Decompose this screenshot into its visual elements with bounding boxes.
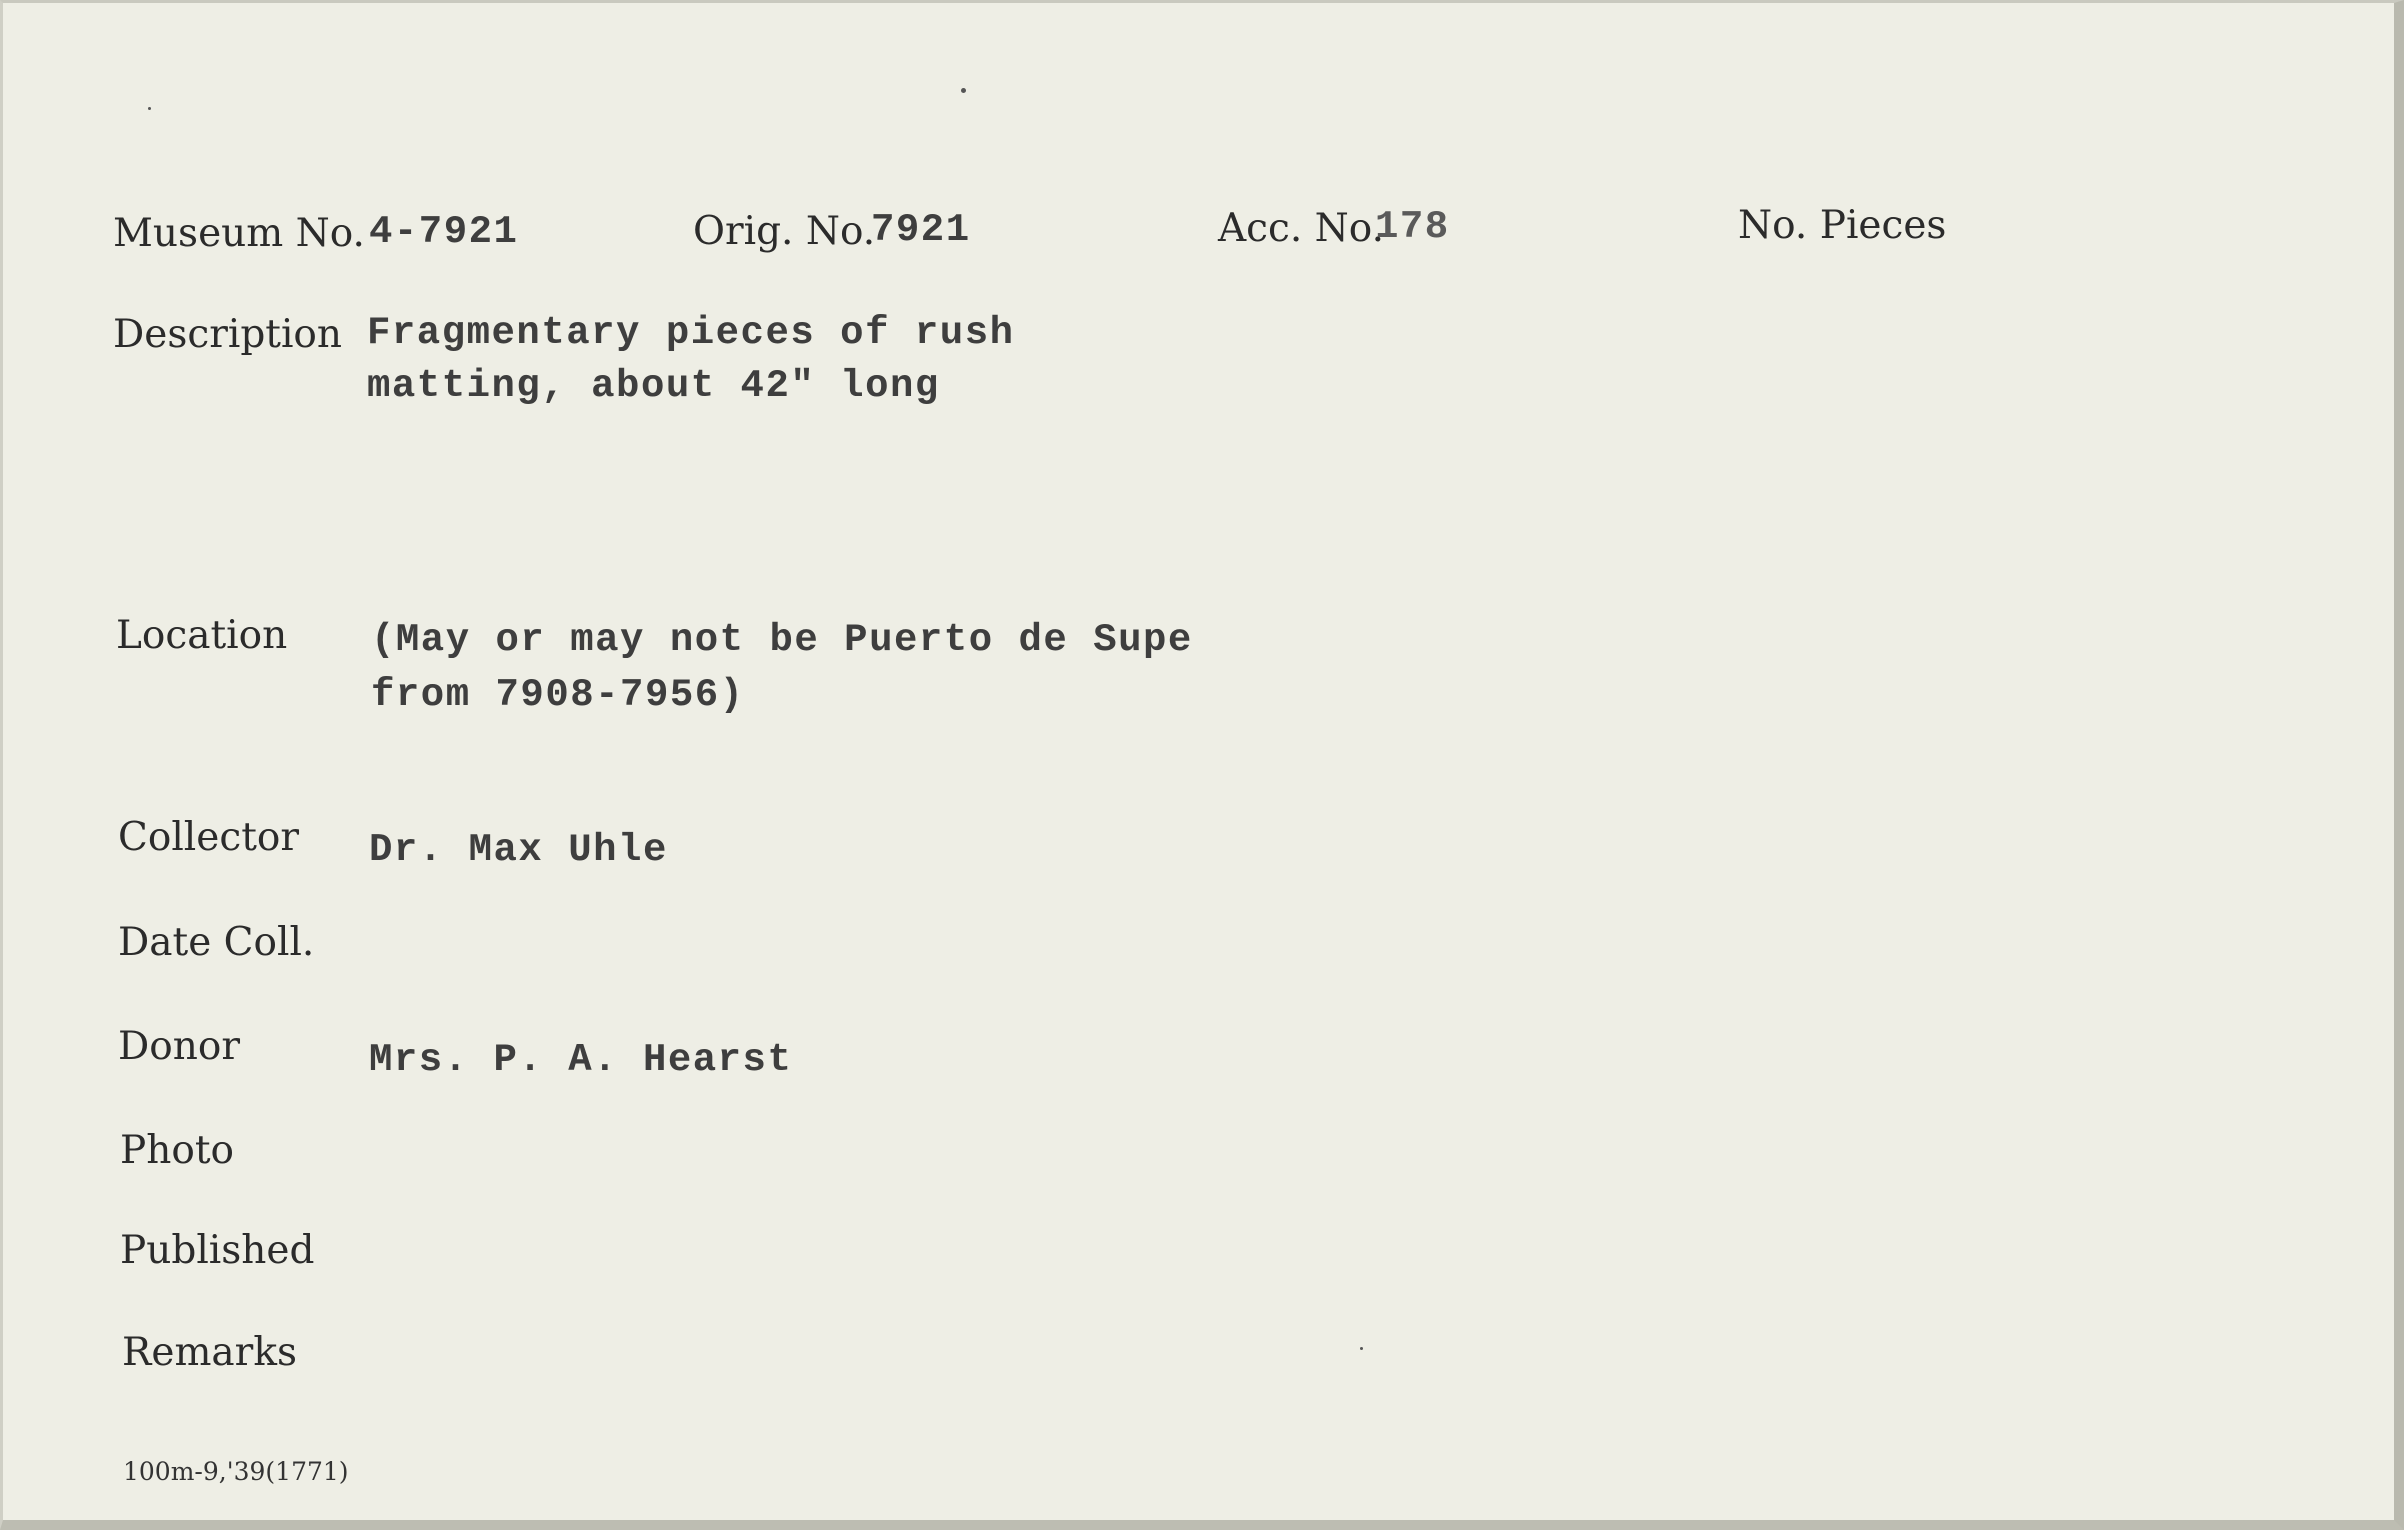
published-label: Published [120, 1228, 315, 1273]
collector-label: Collector [118, 815, 299, 860]
donor-label: Donor [118, 1024, 240, 1069]
collector-value: Dr. Max Uhle [369, 828, 668, 872]
museum-no-label: Museum No. [113, 211, 365, 256]
description-line-2: matting, about 42" long [367, 364, 940, 408]
no-pieces-label: No. Pieces [1738, 203, 1947, 248]
donor-value: Mrs. P. A. Hearst [369, 1038, 793, 1082]
location-label: Location [116, 613, 288, 658]
date-coll-label: Date Coll. [118, 920, 315, 965]
dust-speck [148, 107, 151, 110]
acc-no-label: Acc. No. [1218, 206, 1384, 251]
description-line-1: Fragmentary pieces of rush [367, 311, 1015, 355]
dust-speck [1360, 1347, 1363, 1350]
orig-no-label: Orig. No. [693, 209, 876, 254]
dust-speck [961, 88, 966, 93]
location-line-2: from 7908-7956) [371, 673, 745, 717]
orig-no-value: 7921 [871, 208, 971, 252]
museum-no-value: 4-7921 [369, 210, 519, 254]
print-code: 100m-9,'39(1771) [123, 1457, 349, 1486]
description-label: Description [113, 312, 343, 357]
remarks-label: Remarks [122, 1330, 297, 1375]
location-line-1: (May or may not be Puerto de Supe [371, 618, 1193, 662]
acc-no-value: 178 [1375, 205, 1450, 249]
photo-label: Photo [120, 1128, 234, 1173]
